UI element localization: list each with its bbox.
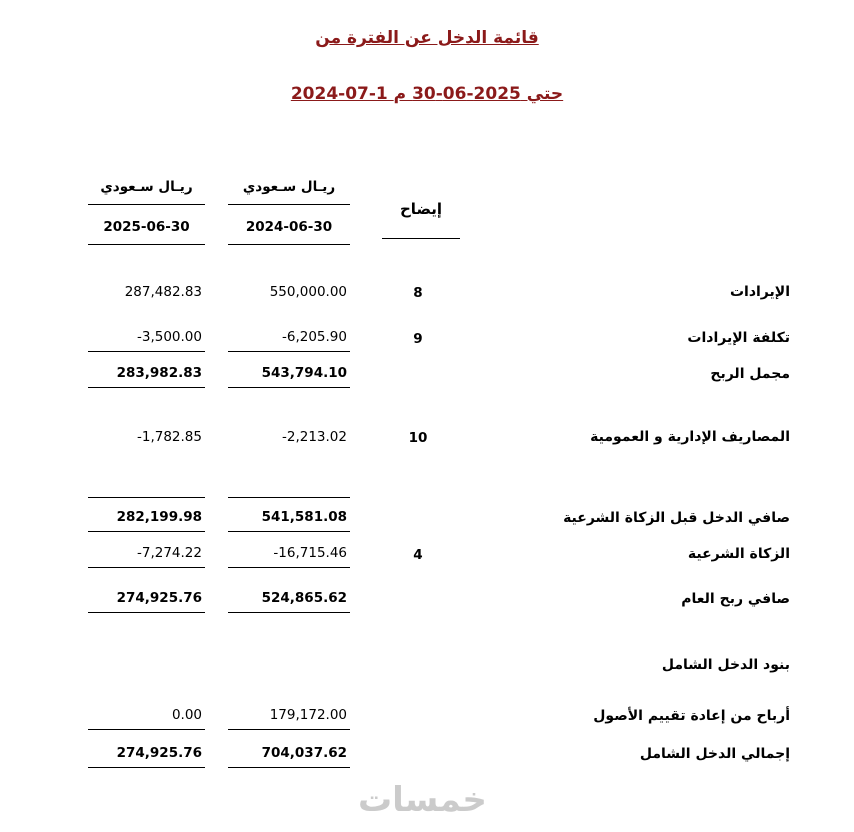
row-note: [373, 725, 463, 730]
amount-current: 283,982.83: [88, 365, 205, 388]
table-row-comprehensive-income-section: [88, 651, 790, 679]
table-row-total-comprehensive-income: [88, 737, 790, 768]
table-row-net-profit: [88, 582, 790, 613]
row-label: صافي ربح العام: [681, 591, 790, 607]
row-note: 10: [408, 430, 428, 446]
row-label: الزكاة الشرعية: [687, 546, 790, 562]
amount-current: 282,199.98: [88, 497, 205, 532]
report-period-text: 2024-07-1 حتي 2025-06-30 م: [290, 84, 564, 104]
amount-current: -3,500.00: [88, 329, 205, 352]
currency-header-current: ريـال سـعودي: [88, 172, 205, 205]
amount-current: [88, 674, 205, 679]
amount-prior: -2,213.02: [282, 429, 347, 445]
amount-current: 287,482.83: [124, 284, 202, 300]
row-label: إجمالي الدخل الشامل: [639, 746, 790, 762]
amount-current: -1,782.85: [137, 429, 202, 445]
table-row-revaluation-gains: [88, 700, 790, 730]
date-header-prior: 2024-06-30: [228, 212, 350, 245]
table-row-gross-profit: [88, 358, 790, 388]
amount-prior: 524,865.62: [228, 590, 350, 613]
row-note: 4: [413, 547, 423, 563]
row-label: الإيرادات: [729, 284, 790, 300]
row-note: [373, 674, 463, 679]
currency-header-prior: ريـال سـعودي: [228, 172, 350, 205]
khamsat-watermark: خمسات: [358, 780, 487, 820]
amount-prior: [228, 674, 350, 679]
amount-current: 274,925.76: [88, 745, 205, 768]
row-label: المصاريف الإدارية و العمومية: [590, 429, 790, 445]
row-label: مجمل الربح: [710, 366, 790, 382]
row-note: [373, 763, 463, 768]
amount-prior: -6,205.90: [228, 329, 350, 352]
table-row-zakat: [88, 538, 790, 568]
amount-prior: -16,715.46: [228, 545, 350, 568]
amount-current: -7,274.22: [88, 545, 205, 568]
row-label: أرباح من إعادة تقييم الأصول: [593, 708, 790, 724]
row-note: 8: [413, 285, 423, 301]
report-period: [0, 84, 854, 104]
row-note: 9: [413, 331, 423, 347]
table-row-net-income-before-zakat: [88, 497, 790, 532]
amount-current: 274,925.76: [88, 590, 205, 613]
row-note: [373, 383, 463, 388]
row-note: [373, 527, 463, 532]
table-row-revenues: [88, 278, 790, 306]
amount-current: 0.00: [88, 707, 205, 730]
row-label: تكلفة الإيرادات: [687, 330, 790, 346]
amount-prior: 543,794.10: [228, 365, 350, 388]
note-column-header: إيضاح: [382, 180, 460, 239]
amount-prior: 541,581.08: [228, 497, 350, 532]
amount-prior: 550,000.00: [269, 284, 347, 300]
table-row-admin-expenses: [88, 423, 790, 451]
amount-prior: 179,172.00: [228, 707, 350, 730]
table-row-cost-of-revenues: [88, 322, 790, 352]
row-label: صافي الدخل قبل الزكاة الشرعية: [563, 510, 790, 526]
row-note: [373, 608, 463, 613]
row-label: بنود الدخل الشامل: [661, 657, 790, 673]
amount-prior: 704,037.62: [228, 745, 350, 768]
page-title: قائمة الدخل عن الفترة من: [315, 28, 539, 48]
date-header-current: 2025-06-30: [88, 212, 205, 245]
